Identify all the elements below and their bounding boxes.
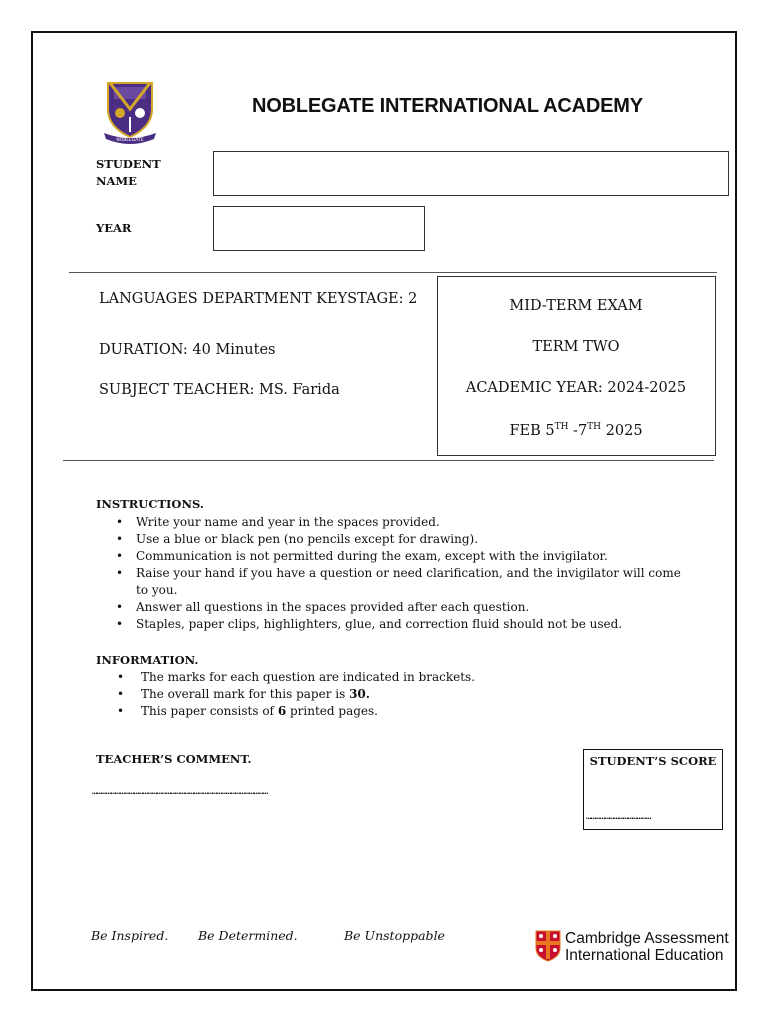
- teacher-comment-line[interactable]: ……………………………………………………………………………………………………: [92, 787, 268, 797]
- exam-dates-text: FEB 5TH -7TH 2025: [509, 422, 643, 439]
- list-item: • Staples, paper clips, highlighters, glue, and correction fluid should not be used.: [99, 616, 689, 633]
- duration-text: DURATION: 40 Minutes: [99, 342, 276, 358]
- cambridge-shield-icon: [535, 930, 561, 962]
- student-score-line[interactable]: ……………………………………: [586, 812, 651, 822]
- list-item: • This paper consists of 6 printed pages.: [96, 703, 656, 720]
- list-item: • Use a blue or black pen (no pencils except for drawing).: [99, 531, 689, 548]
- teacher-comment-heading: TEACHER’S COMMENT.: [96, 752, 252, 766]
- list-item: • Answer all questions in the spaces provided after each question.: [99, 599, 689, 616]
- instructions-heading: INSTRUCTIONS.: [96, 497, 204, 511]
- school-crest-logo: [102, 77, 158, 147]
- list-item: • Raise your hand if you have a question or need clarification, and the invigilator will come to you.: [99, 565, 689, 599]
- divider-top: [69, 272, 717, 273]
- department-text: LANGUAGES DEPARTMENT KEYSTAGE: 2: [99, 291, 418, 307]
- subject-teacher-text: SUBJECT TEACHER: MS. Farida: [99, 382, 340, 398]
- instructions-list: [99, 514, 689, 633]
- information-heading: INFORMATION.: [96, 653, 199, 667]
- motto-determined: Be Determined.: [198, 928, 298, 943]
- crest-text: NOBLEGATE: [116, 138, 144, 143]
- year-field[interactable]: [213, 206, 425, 251]
- year-label: YEAR: [96, 221, 132, 235]
- student-name-field[interactable]: [213, 151, 729, 196]
- list-item: • The marks for each question are indicated in brackets.: [96, 669, 656, 686]
- academic-year-text: ACADEMIC YEAR: 2024-2025: [465, 380, 687, 396]
- motto-unstoppable: Be Unstoppable: [344, 928, 445, 943]
- list-item: • Write your name and year in the spaces provided.: [99, 514, 689, 531]
- list-item: • The overall mark for this paper is 30.: [96, 686, 656, 703]
- exam-type-text: MID-TERM EXAM: [509, 298, 643, 314]
- cambridge-logo-text: Cambridge Assessment International Education: [565, 930, 729, 964]
- student-score-heading: STUDENT’S SCORE: [589, 754, 717, 768]
- school-name: NOBLEGATE INTERNATIONAL ACADEMY: [252, 95, 643, 117]
- information-list: [96, 669, 656, 720]
- student-name-label: STUDENT NAME: [96, 157, 161, 188]
- term-text: TERM TWO: [532, 339, 620, 355]
- list-item: • Communication is not permitted during the exam, except with the invigilator.: [99, 548, 689, 565]
- divider-bottom: [63, 460, 714, 461]
- motto-inspired: Be Inspired.: [91, 928, 169, 943]
